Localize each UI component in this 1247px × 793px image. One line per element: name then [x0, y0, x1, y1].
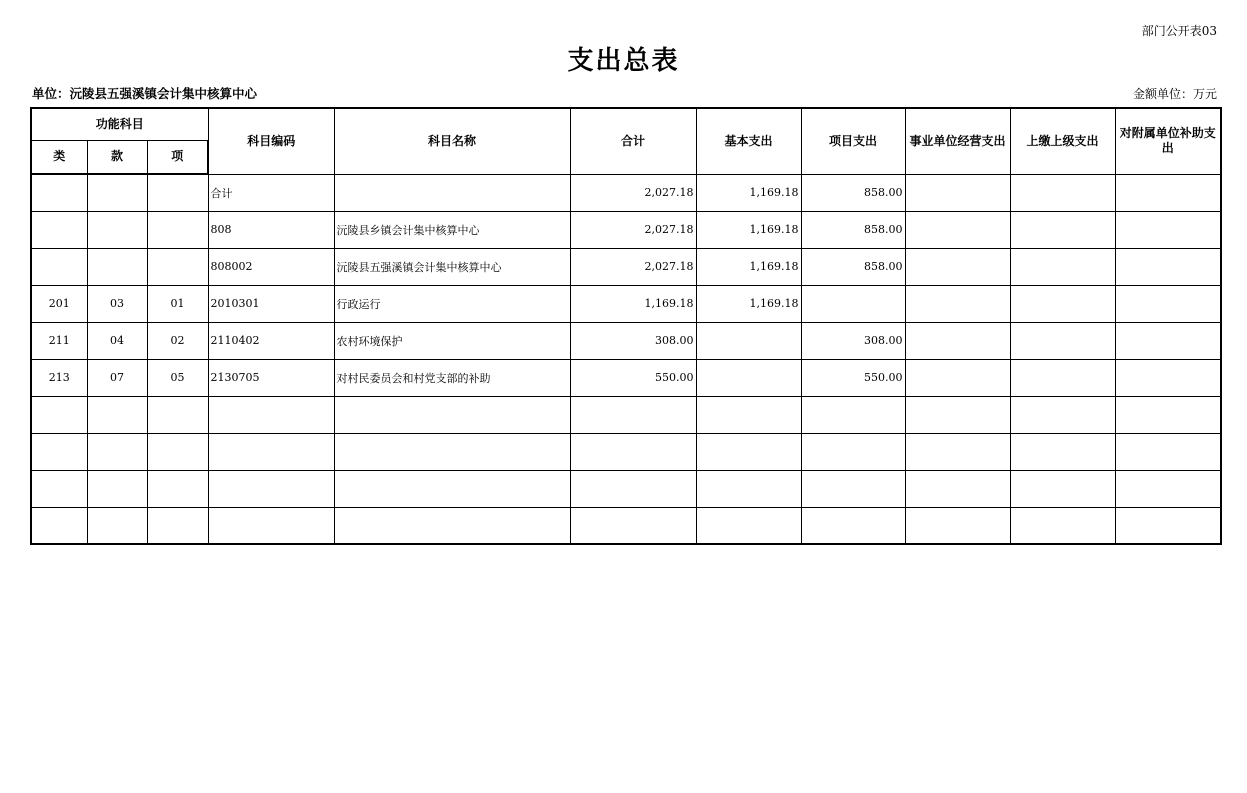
cell-lei: [31, 396, 87, 433]
cell-upper: [1010, 285, 1115, 322]
table-row: [31, 285, 1221, 322]
cell-code: [208, 507, 334, 544]
money-unit-label: 金额单位：万元: [1132, 87, 1217, 101]
cell-basic: [696, 396, 801, 433]
table-row: [31, 211, 1221, 248]
cell-total: 550.00: [570, 359, 696, 396]
cell-project: [801, 507, 905, 544]
cell-xiang: 05: [147, 359, 208, 396]
cell-business: [905, 470, 1010, 507]
cell-xiang: [147, 470, 208, 507]
cell-business: [905, 396, 1010, 433]
cell-kuan: [87, 507, 147, 544]
cell-xiang: [147, 433, 208, 470]
table-row: [31, 470, 1221, 507]
cell-basic: [696, 322, 801, 359]
cell-lei: 213: [31, 359, 87, 396]
cell-code: [208, 470, 334, 507]
cell-code: [208, 396, 334, 433]
cell-total: 2,027.18: [570, 248, 696, 285]
cell-upper: [1010, 359, 1115, 396]
cell-xiang: [147, 396, 208, 433]
project-expenditure-header: 项目支出: [801, 108, 905, 174]
cell-name: [334, 433, 570, 470]
cell-total: 2,027.18: [570, 174, 696, 211]
cell-basic: 1,169.18: [696, 211, 801, 248]
cell-code: 808: [208, 211, 334, 248]
subject-name-header: 科目名称: [334, 108, 570, 174]
cell-subsidy: [1115, 359, 1221, 396]
cell-project: 858.00: [801, 211, 905, 248]
cell-name: [334, 470, 570, 507]
cell-code: 2110402: [208, 322, 334, 359]
cell-upper: [1010, 322, 1115, 359]
cell-project: [801, 433, 905, 470]
business-expenditure-header: 事业单位经营支出: [905, 108, 1010, 174]
basic-expenditure-header: 基本支出: [696, 108, 801, 174]
cell-total: [570, 433, 696, 470]
cell-upper: [1010, 211, 1115, 248]
cell-project: [801, 396, 905, 433]
cell-kuan: [87, 174, 147, 211]
cell-basic: 1,169.18: [696, 248, 801, 285]
cell-project: [801, 285, 905, 322]
cell-code: 合计: [208, 174, 334, 211]
cell-total: [570, 396, 696, 433]
cell-total: 2,027.18: [570, 211, 696, 248]
cell-name: 行政运行: [334, 285, 570, 322]
table-row: [31, 322, 1221, 359]
cell-basic: 1,169.18: [696, 285, 801, 322]
cell-name: [334, 396, 570, 433]
cell-name: 对村民委员会和村党支部的补助: [334, 359, 570, 396]
cell-total: 1,169.18: [570, 285, 696, 322]
page-title: 支出总表: [567, 46, 680, 76]
cell-lei: [31, 433, 87, 470]
cell-subsidy: [1115, 507, 1221, 544]
cell-project: [801, 470, 905, 507]
cell-business: [905, 433, 1010, 470]
cell-lei: [31, 211, 87, 248]
table-row: [31, 174, 1221, 211]
cell-subsidy: [1115, 174, 1221, 211]
subsidy-header: 对附属单位补助支出: [1115, 108, 1221, 174]
cell-subsidy: [1115, 433, 1221, 470]
form-code: 部门公开表03: [1141, 24, 1217, 38]
cell-upper: [1010, 248, 1115, 285]
cell-subsidy: [1115, 248, 1221, 285]
cell-kuan: [87, 396, 147, 433]
cell-total: [570, 470, 696, 507]
cell-xiang: 02: [147, 322, 208, 359]
xiang-header: 项: [147, 140, 208, 174]
cell-subsidy: [1115, 285, 1221, 322]
cell-xiang: 01: [147, 285, 208, 322]
cell-project: 550.00: [801, 359, 905, 396]
cell-total: [570, 507, 696, 544]
upper-remittance-header: 上缴上级支出: [1010, 108, 1115, 174]
cell-name: [334, 174, 570, 211]
cell-total: 308.00: [570, 322, 696, 359]
table-header-row-1: [31, 108, 1221, 140]
cell-xiang: [147, 174, 208, 211]
cell-subsidy: [1115, 211, 1221, 248]
table-row: [31, 359, 1221, 396]
cell-lei: 201: [31, 285, 87, 322]
table-row: [31, 248, 1221, 285]
cell-business: [905, 174, 1010, 211]
cell-kuan: [87, 433, 147, 470]
cell-kuan: 07: [87, 359, 147, 396]
cell-lei: [31, 507, 87, 544]
expenditure-summary-table: [30, 107, 1222, 545]
cell-lei: [31, 248, 87, 285]
cell-subsidy: [1115, 322, 1221, 359]
cell-upper: [1010, 470, 1115, 507]
cell-kuan: [87, 211, 147, 248]
cell-upper: [1010, 396, 1115, 433]
cell-kuan: 04: [87, 322, 147, 359]
kuan-header: 款: [87, 140, 147, 174]
cell-name: 农村环境保护: [334, 322, 570, 359]
function-subject-header: 功能科目: [31, 108, 208, 140]
cell-xiang: [147, 507, 208, 544]
cell-upper: [1010, 174, 1115, 211]
total-header: 合计: [570, 108, 696, 174]
cell-lei: [31, 174, 87, 211]
cell-basic: [696, 433, 801, 470]
unit-label: 单位：沅陵县五强溪镇会计集中核算中心: [32, 86, 258, 101]
cell-basic: [696, 470, 801, 507]
cell-project: 858.00: [801, 248, 905, 285]
lei-header: 类: [31, 140, 87, 174]
cell-basic: [696, 359, 801, 396]
cell-name: 沅陵县五强溪镇会计集中核算中心: [334, 248, 570, 285]
cell-upper: [1010, 433, 1115, 470]
cell-upper: [1010, 507, 1115, 544]
cell-business: [905, 507, 1010, 544]
cell-project: 308.00: [801, 322, 905, 359]
cell-name: 沅陵县乡镇会计集中核算中心: [334, 211, 570, 248]
cell-subsidy: [1115, 396, 1221, 433]
cell-business: [905, 211, 1010, 248]
cell-lei: [31, 470, 87, 507]
cell-business: [905, 285, 1010, 322]
cell-basic: 1,169.18: [696, 174, 801, 211]
cell-xiang: [147, 248, 208, 285]
cell-project: 858.00: [801, 174, 905, 211]
cell-xiang: [147, 211, 208, 248]
cell-business: [905, 359, 1010, 396]
table-body: [31, 174, 1221, 544]
cell-code: 2130705: [208, 359, 334, 396]
cell-lei: 211: [31, 322, 87, 359]
cell-basic: [696, 507, 801, 544]
cell-code: [208, 433, 334, 470]
cell-kuan: [87, 470, 147, 507]
subject-code-header: 科目编码: [208, 108, 334, 174]
table-row: [31, 507, 1221, 544]
table-row: [31, 433, 1221, 470]
cell-subsidy: [1115, 470, 1221, 507]
cell-business: [905, 322, 1010, 359]
cell-code: 2010301: [208, 285, 334, 322]
cell-name: [334, 507, 570, 544]
table-row: [31, 396, 1221, 433]
cell-kuan: [87, 248, 147, 285]
cell-kuan: 03: [87, 285, 147, 322]
cell-code: 808002: [208, 248, 334, 285]
cell-business: [905, 248, 1010, 285]
